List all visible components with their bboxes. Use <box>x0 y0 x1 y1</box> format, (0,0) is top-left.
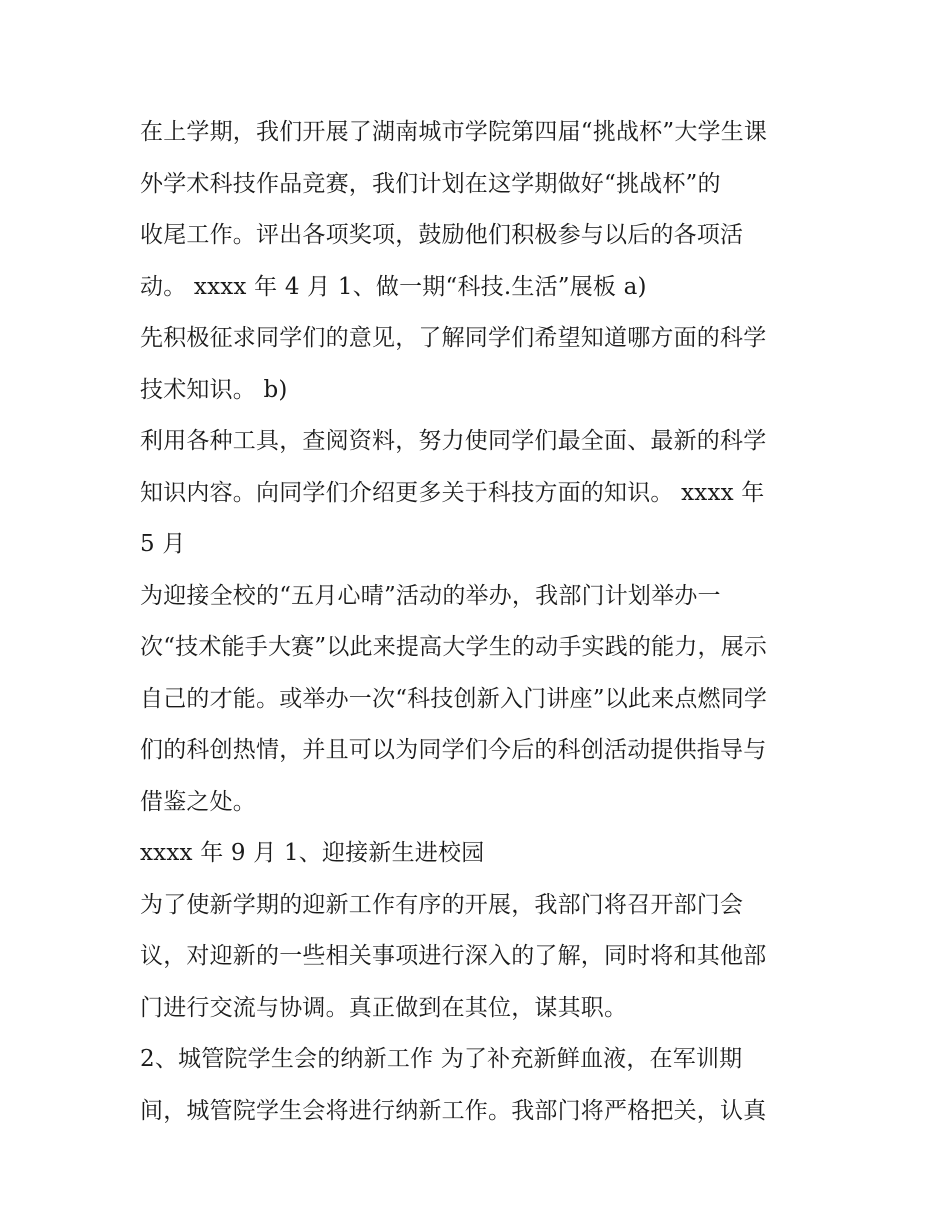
text-line: 为迎接全校的“五月心晴”活动的举办，我部门计划举办一 <box>140 582 721 609</box>
text-line: 议，对迎新的一些相关事项进行深入的了解，同时将和其他部 <box>140 943 767 969</box>
text-line: 们的科创热情，并且可以为同学们今后的科创活动提供指导与 <box>140 737 767 763</box>
text-line: 借鉴之处。 <box>140 788 256 815</box>
text-line: 动。 xxxx 年 4 月 1、做一期“科技.生活”展板 a) <box>140 273 647 300</box>
text-line: 为了使新学期的迎新工作有序的开展，我部门将召开部门会 <box>140 891 744 918</box>
text-line: 外学术科技作品竞赛，我们计划在这学期做好“挑战杯”的 <box>140 170 721 197</box>
text-line: xxxx 年 9 月 1、迎接新生进校园 <box>140 840 485 866</box>
text-line: 次“技术能手大赛”以此来提高大学生的动手实践的能力，展示 <box>140 634 768 660</box>
text-line: 先积极征求同学们的意见，了解同学们希望知道哪方面的科学 <box>140 325 767 351</box>
text-line: 门进行交流与协调。真正做到在其位，谋其职。 <box>140 994 628 1021</box>
text-line: 自己的才能。或举办一次“科技创新入门讲座”以此来点燃同学 <box>140 685 768 712</box>
text-line: 知识内容。向同学们介绍更多关于科技方面的知识。 xxxx 年 <box>140 479 765 506</box>
text-line: 利用各种工具，查阅资料，努力使同学们最全面、最新的科学 <box>140 428 767 454</box>
document-body <box>140 107 820 1137</box>
text-line: 5 月 <box>140 531 186 557</box>
text-line: 技术知识。 b) <box>140 376 288 403</box>
text-line: 2、城管院学生会的纳新工作 为了补充新鲜血液，在军训期 <box>140 1046 743 1072</box>
text-line: 收尾工作。评出各项奖项，鼓励他们积极参与以后的各项活 <box>140 222 744 248</box>
text-line: 在上学期，我们开展了湖南城市学院第四届“挑战杯”大学生课 <box>140 119 768 145</box>
text-line: 间，城管院学生会将进行纳新工作。我部门将严格把关，认真 <box>140 1097 767 1124</box>
